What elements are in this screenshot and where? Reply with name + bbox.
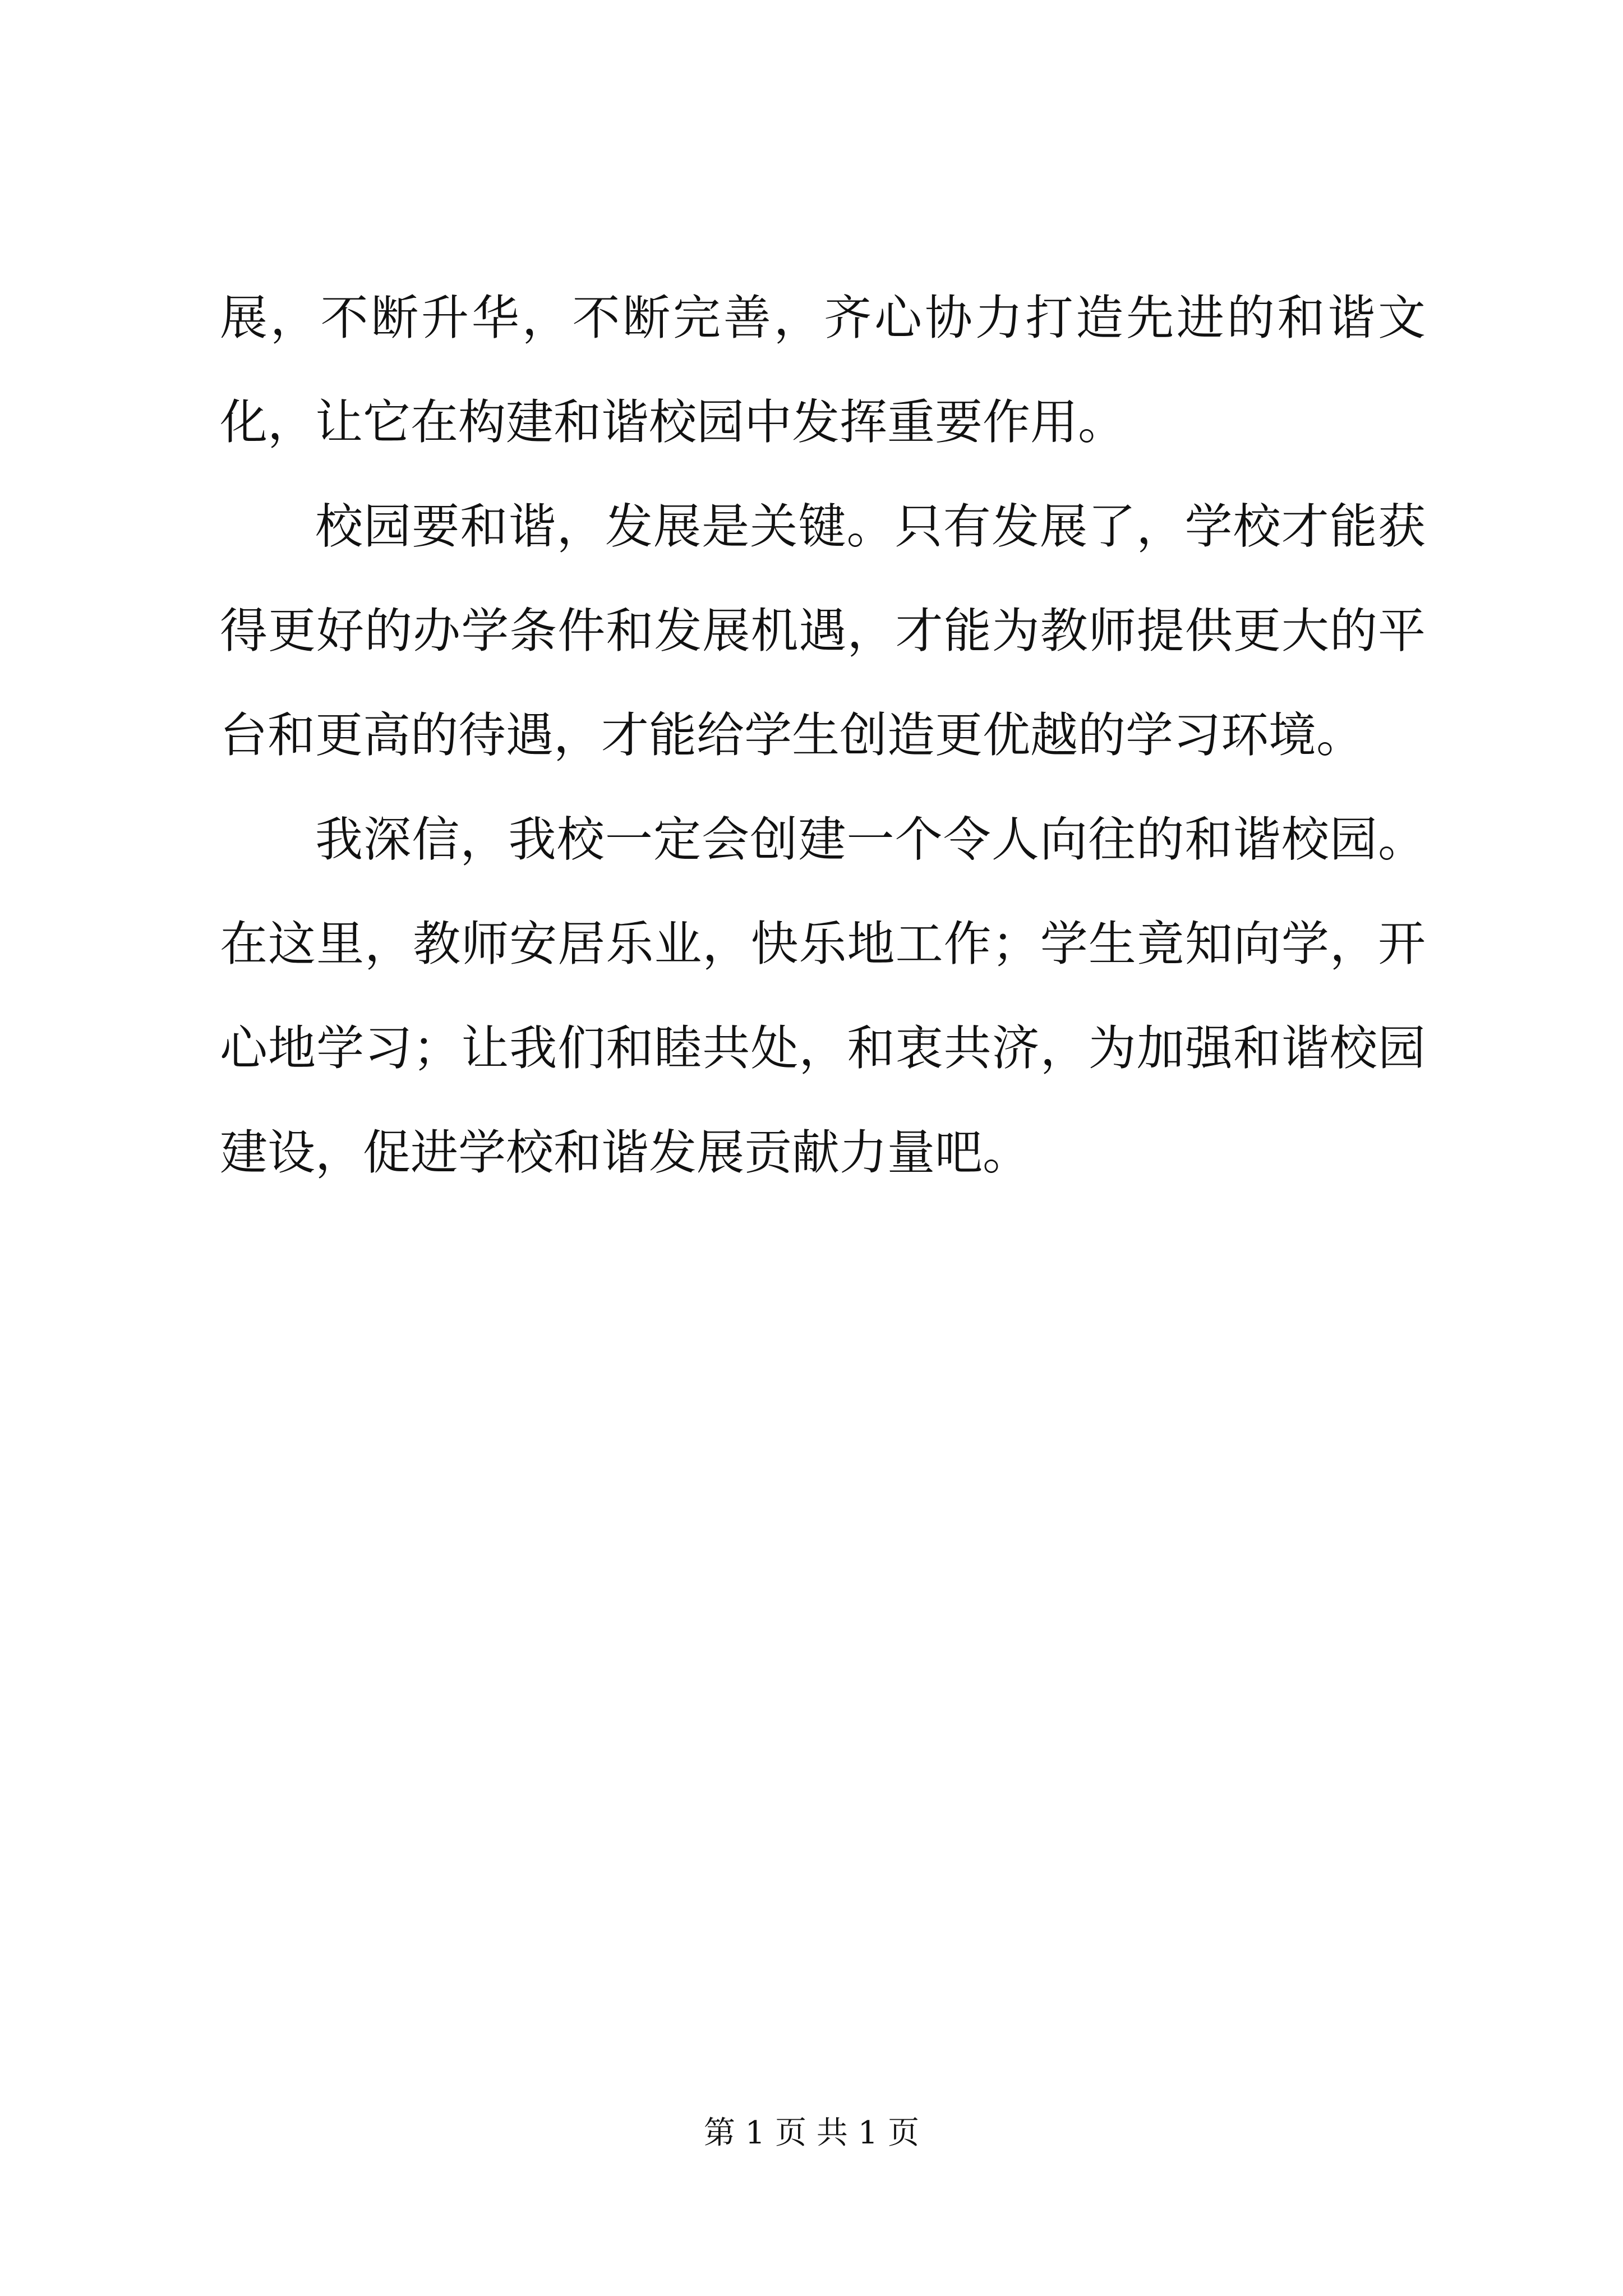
paragraph-development: 校园要和谐，发展是关键。只有发展了，学校才能获得更好的办学条件和发展机遇，才能为教师提供更大的平台和更高的待遇，才能给学生创造更优越的学习环境。 [220, 499, 1426, 763]
paragraph-conclusion: 我深信，我校一定会创建一个令人向往的和谐校园。在这里，教师安居乐业，快乐地工作；学生竟知向学，开心地学习；让我们和睦共处，和衷共济，为加强和谐校园建设，促进学校和谐发展贡献力量吧。 [220, 812, 1426, 1181]
document-body [220, 266, 1426, 1205]
paragraph-continuation: 展，不断升华，不断完善，齐心协力打造先进的和谐文化，让它在构建和谐校园中发挥重要作用。 [220, 291, 1426, 450]
page-footer: 第 1 页 共 1 页 [703, 2115, 920, 2151]
